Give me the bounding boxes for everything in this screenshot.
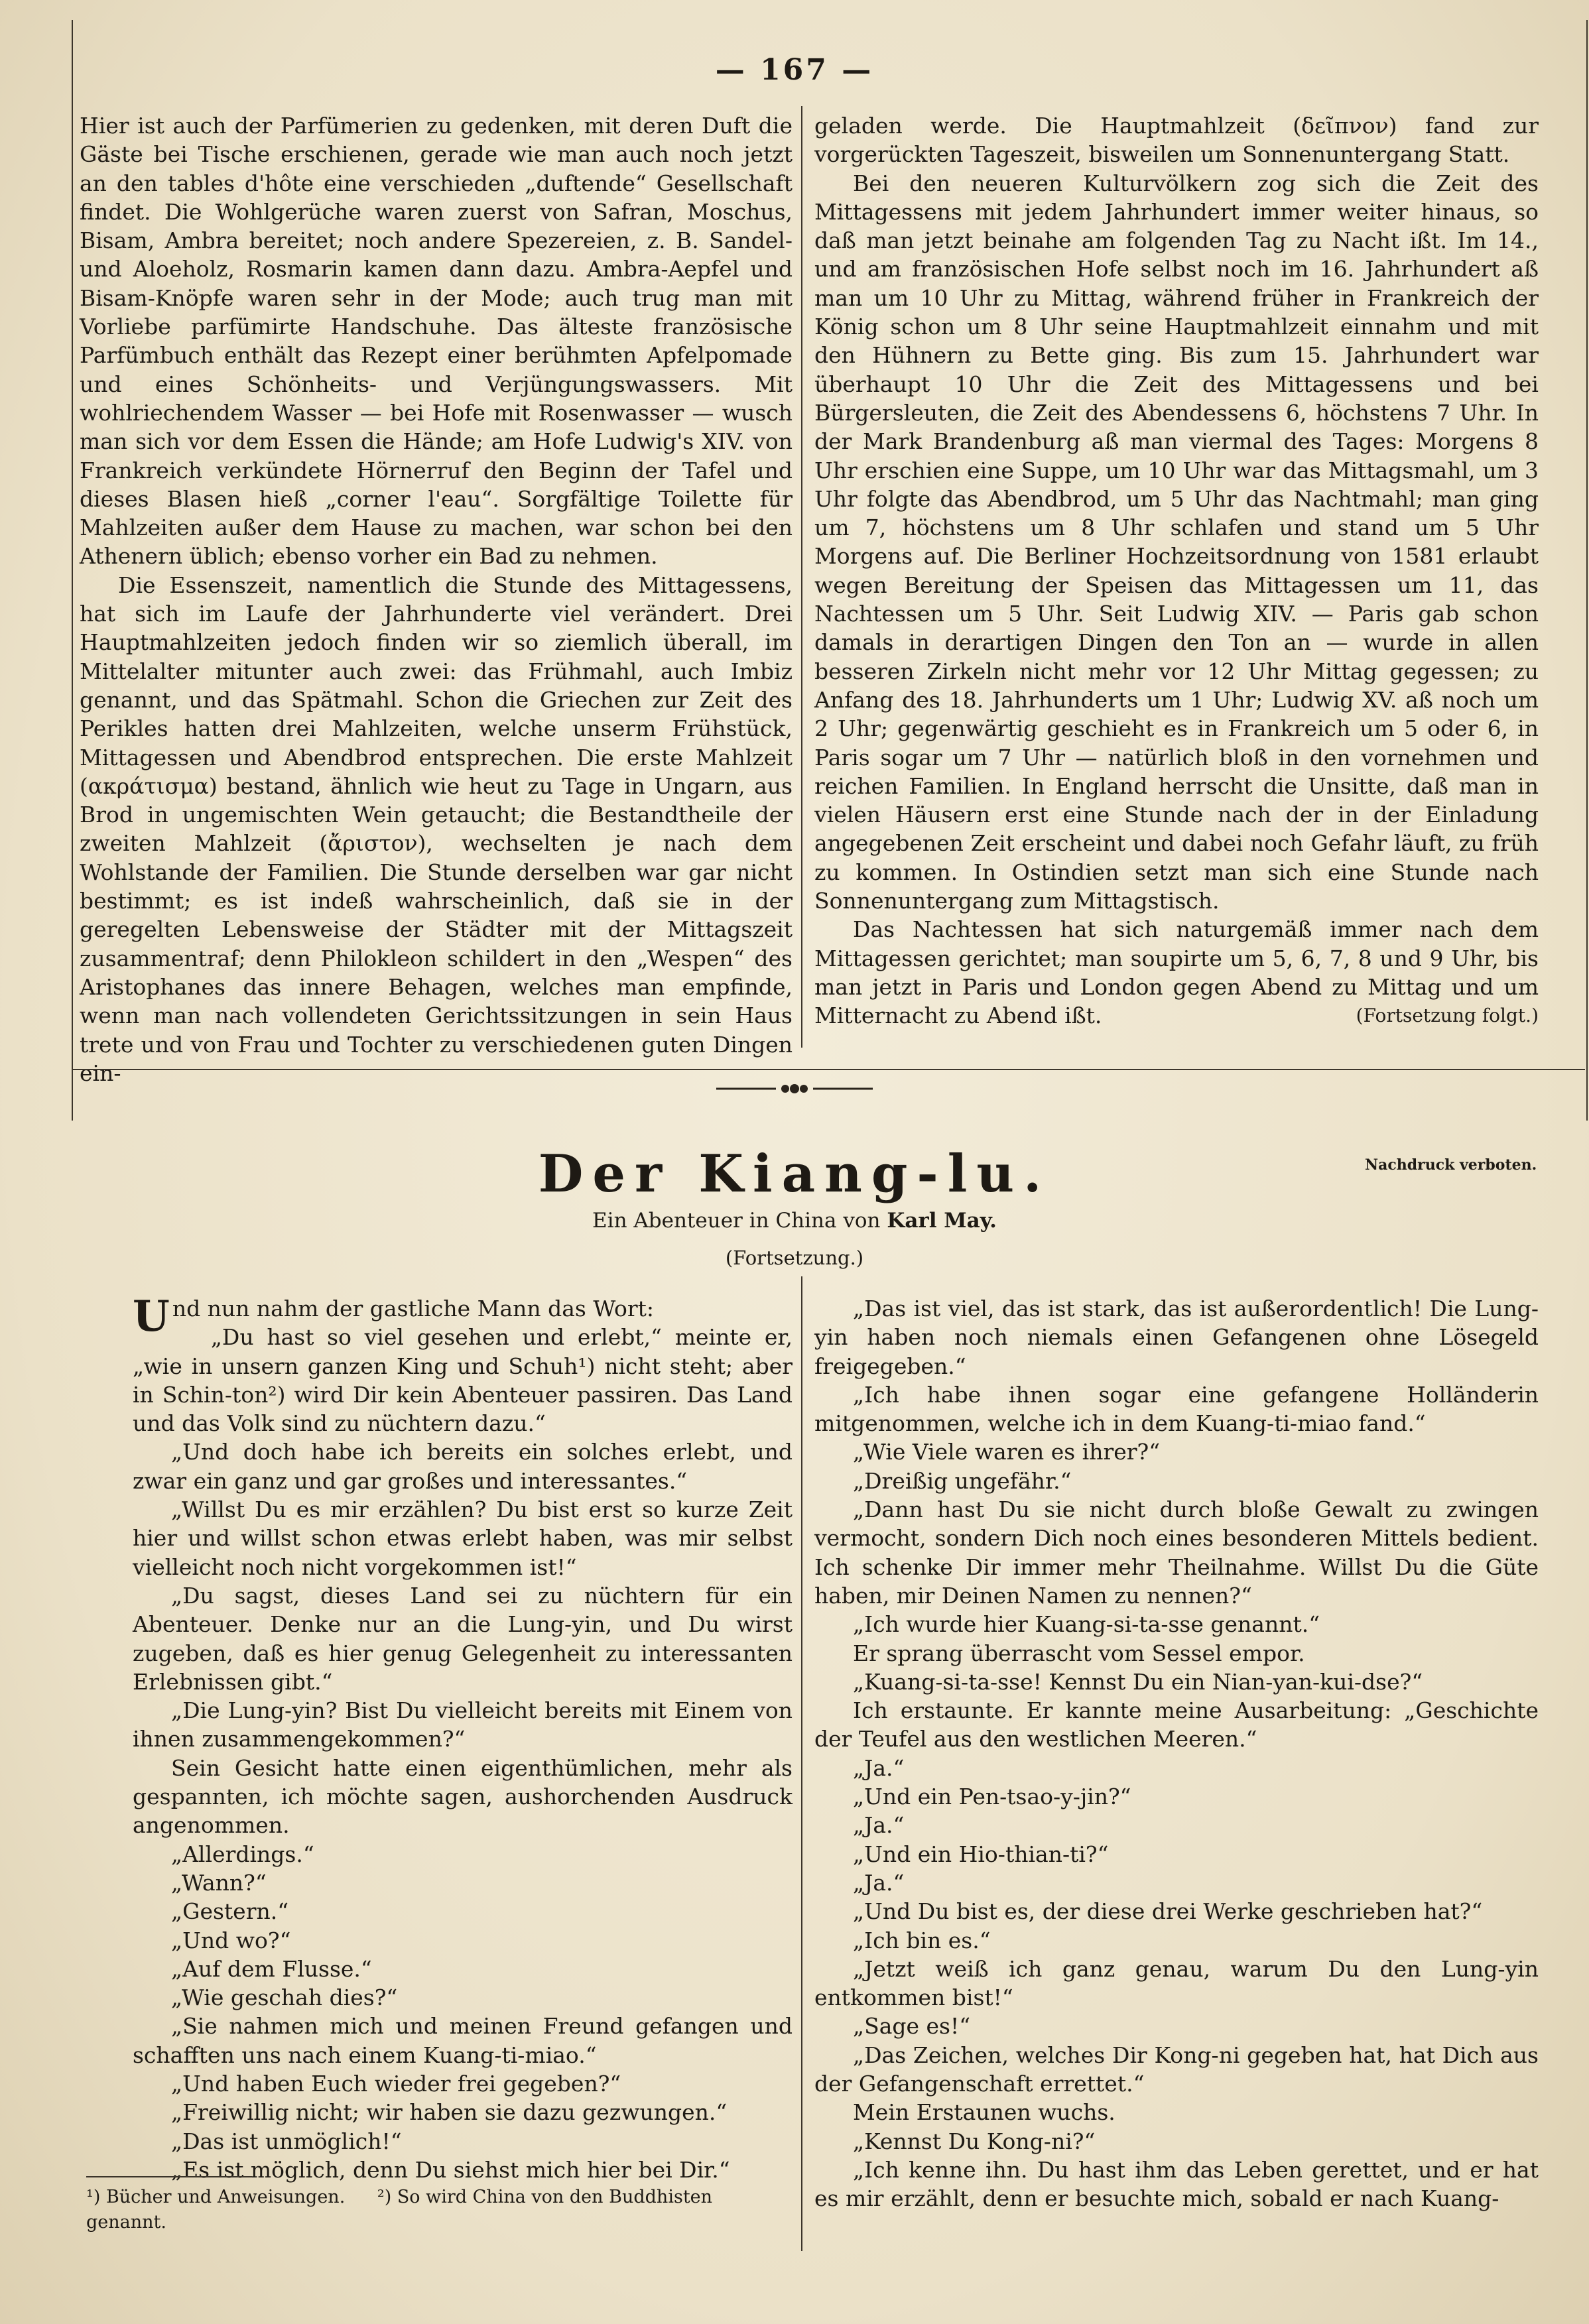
dialogue-line: Er sprang überrascht vom Sessel empor. xyxy=(853,1640,1305,1666)
dialogue-line: „Das ist unmöglich!“ xyxy=(171,2128,402,2154)
dialogue-line: Ich erstaunte. Er kannte meine Ausarbeitung: „Geschichte der Teufel aus den westlichen Meeren.“ xyxy=(814,1697,1539,1752)
article1-paragraph: Bei den neueren Kulturvölkern zog sich die Zeit des Mittagessens mit jedem Jahrhundert immer weiter hinaus, so daß man jetzt beinahe am folgenden Tag zu Nacht ißt. Im 14., und am französischen Hofe selbst noch im 16. Jahrhundert aß man um 10 Uhr zu Mittag, während früher in Frankreich der König schon um 8 Uhr seine Hauptmahlzeit einnahm und mit den Hühnern zu Bette ging. Bis zum 15. Jahrhundert war überhaupt 10 Uhr die Zeit des Mittagessens und bei Bürgersleuten, die Zeit des Abendessens 6, höchstens 7 Uhr. In der Mark Brandenburg aß man viermal des Tages: Morgens 8 Uhr erschien eine Suppe, um 10 Uhr war das Mittagsmahl, um 3 Uhr folgte das Abendbrod, um 5 Uhr das Nachtmahl; man ging um 7, höchstens um 8 Uhr schlafen und stand um 5 Uhr Morgens auf. Die Berliner Hochzeitsordnung von 1581 erlaubt wegen Bereitung der Speisen das Mittagessen um 11, das Nachtessen um 5 Uhr. Seit Ludwig XIV. — Paris gab schon damals in derartigen Dingen den Ton an — wurde in allen besseren Zirkeln nicht mehr vor 12 Uhr Mittag gegessen; zu Anfang des 18. Jahrhunderts um 1 Uhr; Ludwig XV. aß noch um 2 Uhr; gegenwärtig geschieht es in Frankreich um 5 oder 6, in Paris sogar um 7 Uhr — natürlich bloß in den vornehmen und reichen Familien. In England herrscht die Unsitte, daß man in vielen Häusern erst eine Stunde nach der in der Einladung angegebenen Zeit erscheint und dabei noch Gefahr läuft, zu früh zu kommen. In Ostindien setzt man sich eine Stunde nach Sonnenuntergang zum Mittagstisch. xyxy=(814,170,1539,914)
article1-column-left xyxy=(80,111,793,1087)
dialogue-line: „Das Zeichen, welches Dir Kong-ni gegeben hat, hat Dich aus der Gefangenschaft errettet.“ xyxy=(814,2042,1539,2097)
dialogue-line: „Willst Du es mir erzählen? Du bist erst so kurze Zeit hier und willst schon etwas erlebt haben, was mir selbst vielleicht noch nicht vorgekommen ist!“ xyxy=(133,1497,793,1580)
section-divider xyxy=(72,1069,1585,1070)
drop-cap: U xyxy=(133,1292,170,1341)
dialogue-line: „Wann?“ xyxy=(171,1869,267,1896)
dialogue-line: „Dann hast Du sie nicht durch bloße Gewalt zu zwingen vermocht, sondern Dich noch eines besonderen Mittels bedient. Ich schenke Dir immer mehr Theilnahme. Willst Du die Güte haben, mir Deinen Namen zu nennen?“ xyxy=(814,1497,1539,1609)
article2-column-right xyxy=(814,1294,1539,2213)
ornament-divider xyxy=(716,1082,873,1095)
article2-title: Der Kiang-lu. xyxy=(538,1144,1051,1204)
dialogue-line: „Freiwillig nicht; wir haben sie dazu gezwungen.“ xyxy=(171,2099,728,2126)
dialogue-line: „Wie geschah dies?“ xyxy=(171,1985,398,2011)
dialogue-line: „Auf dem Flusse.“ xyxy=(171,1955,372,1982)
footnote-rule xyxy=(86,2176,252,2177)
dialogue-line: „Ich kenne ihn. Du hast ihm das Leben gerettet, und er hat es mir erzählt, denn er besuchte mich, sobald er nach Kuang- xyxy=(814,2156,1539,2212)
dialogue-line: „Du hast so viel gesehen und erlebt,“ meinte er, „wie in unsern ganzen King und Schuh¹) nicht steht; aber in Schin-ton²) wird Dir kein Abenteuer passiren. Das Land und das Volk sind zu nüchtern dazu.“ xyxy=(133,1324,793,1437)
dialogue-line: „Es ist möglich, denn Du siehst mich hier bei Dir.“ xyxy=(171,2156,730,2183)
footnote-2: ²) So wird China von den Buddhisten genannt. xyxy=(86,2187,713,2232)
column-divider-top xyxy=(801,106,802,1048)
dialogue-line: „Sage es!“ xyxy=(853,2013,971,2040)
article1-column-right xyxy=(814,111,1539,1030)
article1-paragraph: Hier ist auch der Parfümerien zu gedenken, mit deren Duft die Gäste bei Tische erschienen, gerade wie man auch noch jetzt an den tables d'hôte eine verschieden „duftende“ Gesellschaft findet. Die Wohlgerüche waren zuerst von Safran, Moschus, Bisam, Ambra bereitet; noch andere Spezereien, z. B. Sandel- und Aloeholz, Rosmarin kamen dann dazu. Ambra-Aepfel und Bisam-Knöpfe waren sehr in der Mode; auch trug man mit Vorliebe parfümirte Handschuhe. Das älteste französische Parfümbuch enthält das Rezept einer berühmten Apfelpomade und eines Schönheits- und Verjüngungswassers. Mit wohlriechendem Wasser — bei Hofe mit Rosenwasser — wusch man sich vor dem Essen die Hände; am Hofe Ludwig's XIV. von Frankreich verkündete Hörnerruf den Beginn der Tafel und dieses Blasen hieß „corner l'eau“. Sorgfältige Toilette für Mahlzeiten außer dem Hause zu machen, war schon bei den Athenern üblich; ebenso vorher ein Bad zu nehmen. xyxy=(80,113,793,570)
dialogue-line: „Sie nahmen mich und meinen Freund gefangen und schafften uns nach einem Kuang-ti-miao.“ xyxy=(133,2013,793,2068)
author-name: Karl May. xyxy=(887,1209,997,1233)
article1-paragraph: Die Essenszeit, namentlich die Stunde des Mittagessens, hat sich im Laufe der Jahrhunderte viel verändert. Drei Hauptmahlzeiten jedoch finden wir so ziemlich überall, im Mittelalter mitunter auch zwei: das Frühmahl, auch Imbiz genannt, und das Spätmahl. Schon die Griechen zur Zeit des Perikles hatten drei Mahlzeiten, welche unserm Frühstück, Mittagessen und Abendbrod entsprechen. Die erste Mahlzeit (ακράτισμα) bestand, ähnlich wie heut zu Tage in Ungarn, aus Brod in ungemischten Wein getaucht; die Bestandtheile der zweiten Mahlzeit (ἄριστον), wechselten je nach dem Wohlstande der Familien. Die Stunde derselben war gar nicht bestimmt; es ist indeß wahrscheinlich, daß sie in der geregelten Lebensweise der Städter mit der Mittagszeit zusammentraf; denn Philokleon schildert in den „Wespen“ des Aristophanes das innere Behagen, welches man empfinde, wenn man nach vollendeten Gerichtssitzungen in sein Haus trete und von Frau und Tochter zu verschiedenen guten Dingen ein- xyxy=(80,572,793,1086)
dialogue-line: „Ich wurde hier Kuang-si-ta-sse genannt.“ xyxy=(853,1611,1320,1638)
dialogue-line: „Und wo?“ xyxy=(171,1927,291,1953)
article1-last-paragraph-text: Das Nachtessen hat sich naturgemäß immer nach dem Mittagessen gerichtet; man soupirte um 5, 6, 7, 8 und 9 Uhr, bis man jetzt in Paris und London gegen Abend zu Mittag und um Mitternacht zu Abend ißt. xyxy=(814,916,1539,1029)
article2-subtitle xyxy=(0,1209,1589,1233)
dialogue-line: „Und haben Euch wieder frei gegeben?“ xyxy=(171,2071,621,2097)
article1-paragraph xyxy=(814,915,1539,1030)
dialogue-line: „Du sagst, dieses Land sei zu nüchtern für ein Abenteuer. Denke nur an die Lung-yin, und Du wirst zugeben, daß es hier genug Gelegenheit zu interessanten Erlebnissen gibt.“ xyxy=(133,1582,793,1695)
dialogue-line: „Ja.“ xyxy=(853,1754,905,1781)
dialogue-line: „Kuang-si-ta-sse! Kennst Du ein Nian-yan-kui-dse?“ xyxy=(853,1668,1423,1695)
dialogue-line: „Das ist viel, das ist stark, das ist außerordentlich! Die Lung-yin haben noch niemals einen Gefangenen ohne Lösegeld freigegeben.“ xyxy=(814,1296,1539,1379)
dialogue-line: „Gestern.“ xyxy=(171,1898,289,1925)
dialogue-line: Sein Gesicht hatte einen eigenthümlichen, mehr als gespannten, ich möchte sagen, aushorchenden Ausdruck angenommen. xyxy=(133,1754,793,1839)
dialogue-line: „Ich bin es.“ xyxy=(853,1927,991,1953)
article2-opening xyxy=(133,1292,793,1341)
reprint-notice: Nachdruck verboten. xyxy=(1365,1156,1537,1174)
dialogue-line: „Und ein Hio-thian-ti?“ xyxy=(853,1841,1109,1867)
article2-column-left xyxy=(133,1294,793,2184)
dialogue-line: Mein Erstaunen wuchs. xyxy=(853,2099,1115,2126)
dialogue-line: „Allerdings.“ xyxy=(171,1841,314,1867)
page-number: — 167 — xyxy=(715,53,874,87)
footnote-1: ¹) Bücher und Anweisungen. xyxy=(86,2187,346,2207)
dialogue-line: „Ich habe ihnen sogar eine gefangene Holländerin mitgenommen, welche ich in dem Kuang-ti-miao fand.“ xyxy=(814,1381,1539,1437)
opening-text: nd nun nahm der gastliche Mann das Wort: xyxy=(172,1296,655,1321)
footnotes xyxy=(86,2185,796,2235)
dialogue-line: „Und Du bist es, der diese drei Werke geschrieben hat?“ xyxy=(853,1898,1483,1925)
continuation-note: (Fortsetzung.) xyxy=(725,1247,864,1269)
column-divider-bottom xyxy=(801,1276,802,2251)
dialogue-line: „Dreißig ungefähr.“ xyxy=(853,1467,1072,1494)
dialogue-line: „Ja.“ xyxy=(853,1812,905,1839)
dialogue-line: „Wie Viele waren es ihrer?“ xyxy=(853,1439,1161,1465)
subtitle-prefix: Ein Abenteuer in China von xyxy=(592,1209,881,1233)
dialogue-line: „Und doch habe ich bereits ein solches erlebt, und zwar ein ganz und gar großes und interessantes.“ xyxy=(133,1439,793,1494)
dialogue-line: „Kennst Du Kong-ni?“ xyxy=(853,2128,1096,2154)
dialogue-line: „Und ein Pen-tsao-y-jin?“ xyxy=(853,1784,1131,1810)
dialogue-line: „Ja.“ xyxy=(853,1869,905,1896)
continued-note: (Fortsetzung folgt.) xyxy=(1356,1005,1539,1027)
dialogue-line: „Jetzt weiß ich ganz genau, warum Du den Lung-yin entkommen bist!“ xyxy=(814,1955,1539,2011)
dialogue-line: „Die Lung-yin? Bist Du vielleicht bereits mit Einem von ihnen zusammengekommen?“ xyxy=(133,1697,793,1752)
article1-paragraph: geladen werde. Die Hauptmahlzeit (δεῖπνον) fand zur vorgerückten Tageszeit, bisweilen um Sonnenuntergang Statt. xyxy=(814,113,1539,168)
